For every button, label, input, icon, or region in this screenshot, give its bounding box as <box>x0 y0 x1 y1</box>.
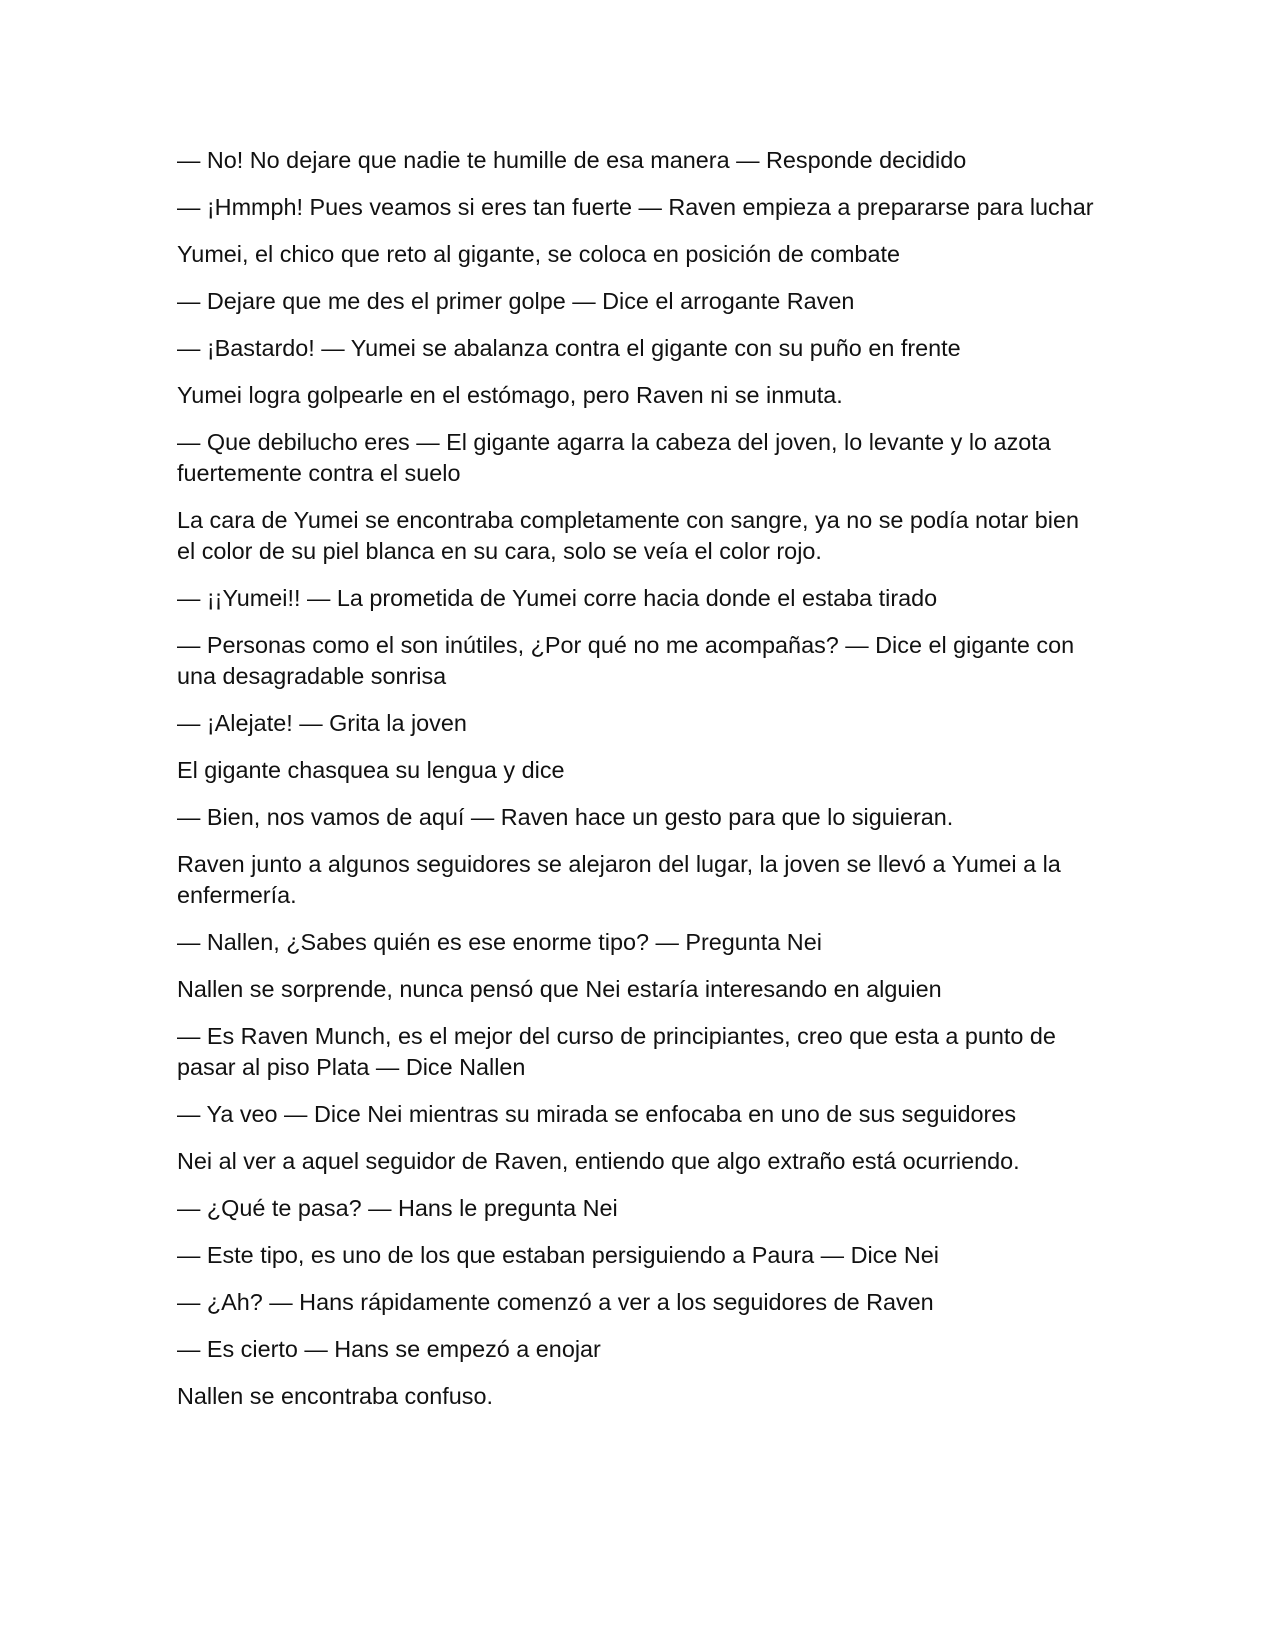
paragraph-7: — Que debilucho eres — El gigante agarra la cabeza del joven, lo levante y lo azota fuertemente contra el suelo <box>177 429 1051 486</box>
paragraph-22: — ¿Ah? — Hans rápidamente comenzó a ver a los seguidores de Raven <box>177 1289 934 1315</box>
paragraph-5: — ¡Bastardo! — Yumei se abalanza contra el gigante con su puño en frente <box>177 335 961 361</box>
paragraph-12: El gigante chasquea su lengua y dice <box>177 757 565 783</box>
paragraph-15: — Nallen, ¿Sabes quién es ese enorme tipo? — Pregunta Nei <box>177 929 822 955</box>
paragraph-4: — Dejare que me des el primer golpe — Dice el arrogante Raven <box>177 288 855 314</box>
paragraph-13: — Bien, nos vamos de aquí — Raven hace un gesto para que lo siguieran. <box>177 804 954 830</box>
paragraph-11: — ¡Alejate! — Grita la joven <box>177 710 467 736</box>
paragraph-18: — Ya veo — Dice Nei mientras su mirada se enfocaba en uno de sus seguidores <box>177 1101 1017 1127</box>
paragraph-21: — Este tipo, es uno de los que estaban persiguiendo a Paura — Dice Nei <box>177 1242 939 1268</box>
paragraph-9: — ¡¡Yumei!! — La prometida de Yumei corre hacia donde el estaba tirado <box>177 585 938 611</box>
paragraph-23: — Es cierto — Hans se empezó a enojar <box>177 1336 601 1362</box>
paragraph-8: La cara de Yumei se encontraba completamente con sangre, ya no se podía notar bien el color de su piel blanca en su cara, solo se veía el color rojo. <box>177 507 1080 564</box>
paragraph-20: — ¿Qué te pasa? — Hans le pregunta Nei <box>177 1195 618 1221</box>
paragraph-2: — ¡Hmmph! Pues veamos si eres tan fuerte — Raven empieza a prepararse para luchar <box>177 194 1094 220</box>
paragraph-10: — Personas como el son inútiles, ¿Por qué no me acompañas? — Dice el gigante con una desagradable sonrisa <box>177 632 1075 689</box>
paragraph-14: Raven junto a algunos seguidores se alejaron del lugar, la joven se llevó a Yumei a la enfermería. <box>177 851 1061 908</box>
paragraph-19: Nei al ver a aquel seguidor de Raven, entiendo que algo extraño está ocurriendo. <box>177 1148 1020 1174</box>
paragraph-24: Nallen se encontraba confuso. <box>177 1383 493 1409</box>
paragraph-1: — No! No dejare que nadie te humille de esa manera — Responde decidido <box>177 147 967 173</box>
paragraph-17: — Es Raven Munch, es el mejor del curso de principiantes, creo que esta a punto de pasar al piso Plata — Dice Nallen <box>177 1023 1056 1080</box>
paragraph-3: Yumei, el chico que reto al gigante, se coloca en posición de combate <box>177 241 900 267</box>
paragraph-6: Yumei logra golpearle en el estómago, pero Raven ni se inmuta. <box>177 382 843 408</box>
document-body <box>177 145 1097 1428</box>
paragraph-16: Nallen se sorprende, nunca pensó que Nei estaría interesando en alguien <box>177 976 942 1002</box>
